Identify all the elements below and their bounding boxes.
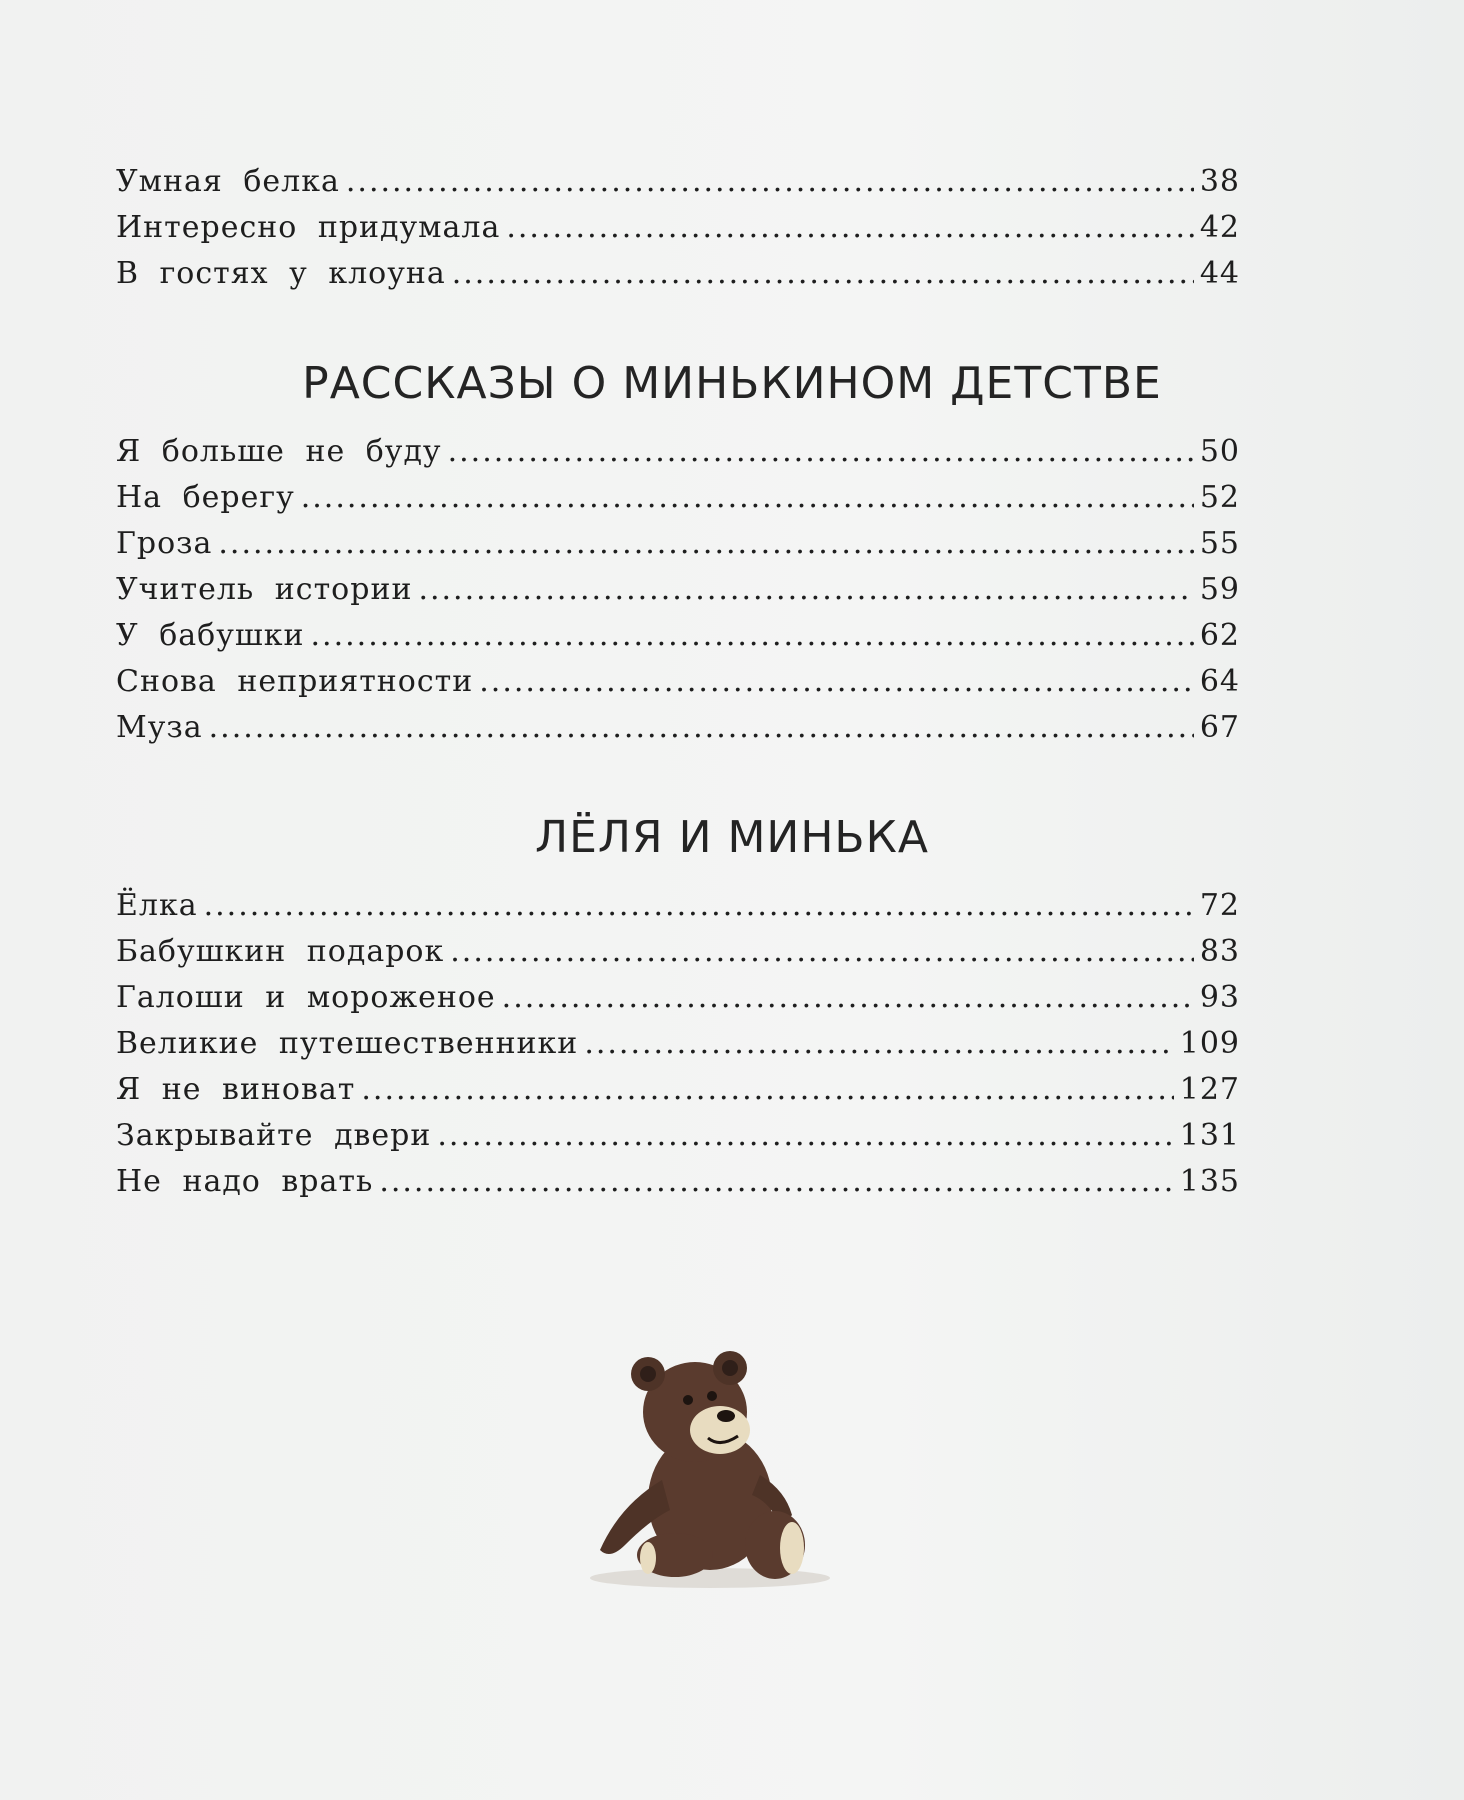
dot-leader — [448, 434, 1194, 469]
toc-entry-page: 62 — [1199, 618, 1240, 653]
toc-entry — [116, 618, 1240, 664]
toc-entry-title: Умная белка — [116, 164, 340, 199]
toc-entry-page: 83 — [1199, 934, 1240, 969]
toc-entry-page: 109 — [1179, 1026, 1240, 1061]
teddy-bear-illustration — [570, 1340, 840, 1600]
dot-leader — [479, 664, 1194, 699]
dot-leader — [301, 480, 1194, 515]
toc-entry-title: Учитель истории — [116, 572, 413, 607]
dot-leader — [418, 572, 1193, 607]
toc-entry-page: 131 — [1179, 1118, 1240, 1153]
toc-entry-page: 59 — [1199, 572, 1240, 607]
toc-entry-title: Галоши и мороженое — [116, 980, 496, 1015]
toc-entry — [116, 980, 1240, 1026]
toc-entry-title: Великие путешественники — [116, 1026, 579, 1061]
toc-entry — [116, 934, 1240, 980]
toc-group-3 — [116, 888, 1240, 1210]
toc-entry-title: Не надо врать — [116, 1164, 374, 1199]
dot-leader — [209, 710, 1194, 745]
toc-entry-title: Закрывайте двери — [116, 1118, 432, 1153]
toc-entry-title: Снова неприятности — [116, 664, 474, 699]
toc-entry-title: Бабушкин подарок — [116, 934, 445, 969]
dot-leader — [361, 1072, 1173, 1107]
toc-entry-page: 50 — [1199, 434, 1240, 469]
toc-group-2 — [116, 434, 1240, 756]
section-heading: ЛЁЛЯ И МИНЬКА — [535, 812, 929, 863]
toc-entry-page: 72 — [1199, 888, 1240, 923]
toc-entry — [116, 526, 1240, 572]
toc-entry — [116, 710, 1240, 756]
toc-entry-page: 127 — [1179, 1072, 1240, 1107]
dot-leader — [379, 1164, 1173, 1199]
toc-entry — [116, 572, 1240, 618]
toc-entry-page: 64 — [1199, 664, 1240, 699]
toc-entry-page: 38 — [1199, 164, 1240, 199]
toc-entry-title: В гостях у клоуна — [116, 256, 446, 291]
dot-leader — [506, 210, 1193, 245]
dot-leader — [204, 888, 1194, 923]
toc-entry-page: 42 — [1199, 210, 1240, 245]
toc-entry — [116, 1026, 1240, 1072]
toc-entry-title: Интересно придумала — [116, 210, 501, 245]
toc-entry — [116, 1118, 1240, 1164]
toc-entry-title: Я больше не буду — [116, 434, 442, 469]
toc-entry-title: Я не виноват — [116, 1072, 356, 1107]
toc-entry-page: 44 — [1199, 256, 1240, 291]
toc-entry-page: 135 — [1179, 1164, 1240, 1199]
toc-entry — [116, 434, 1240, 480]
toc-entry-title: Гроза — [116, 526, 213, 561]
toc-entry — [116, 1164, 1240, 1210]
toc-entry-title: Ёлка — [116, 888, 198, 923]
toc-entry — [116, 888, 1240, 934]
dot-leader — [502, 980, 1194, 1015]
toc-entry-title: На берегу — [116, 480, 295, 515]
toc-entry-page: 55 — [1199, 526, 1240, 561]
dot-leader — [452, 256, 1194, 291]
dot-leader — [450, 934, 1194, 969]
dot-leader — [311, 618, 1194, 653]
toc-entry — [116, 664, 1240, 710]
dot-leader — [437, 1118, 1173, 1153]
toc-entry-page: 93 — [1199, 980, 1240, 1015]
toc-entry-title: У бабушки — [116, 618, 305, 653]
toc-entry — [116, 210, 1240, 256]
dot-leader — [584, 1026, 1173, 1061]
section-heading: РАССКАЗЫ О МИНЬКИНОМ ДЕТСТВЕ — [302, 358, 1162, 409]
toc-entry-title: Муза — [116, 710, 203, 745]
toc-entry — [116, 256, 1240, 302]
toc-entry — [116, 1072, 1240, 1118]
toc-entry — [116, 480, 1240, 526]
toc-entry-page: 67 — [1199, 710, 1240, 745]
toc-entry — [116, 164, 1240, 210]
dot-leader — [218, 526, 1193, 561]
dot-leader — [346, 164, 1194, 199]
toc-entry-page: 52 — [1199, 480, 1240, 515]
toc-group-1 — [116, 164, 1240, 302]
